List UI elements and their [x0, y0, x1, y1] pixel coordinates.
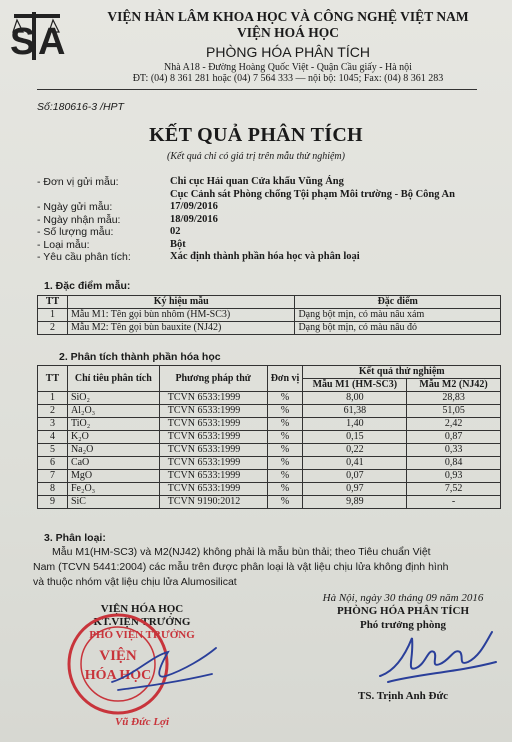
table-row	[38, 483, 501, 496]
cell-method: TCVN 6533:1999	[159, 405, 267, 418]
header-indicator: Chỉ tiêu phân tích	[67, 366, 159, 392]
header-department: PHÒNG HÓA PHÂN TÍCH	[206, 44, 370, 60]
info-row	[37, 201, 497, 214]
on-behalf-of: KT.VIỆN TRƯỞNG	[93, 616, 191, 628]
table-row	[38, 431, 501, 444]
cell-m1: 0,07	[303, 470, 407, 483]
sta-logo-icon	[8, 10, 68, 64]
info-value: Chi cục Hải quan Cửa khẩu Vũng Áng	[170, 176, 344, 187]
handwritten-signature-icon	[368, 618, 500, 690]
cell-unit: %	[267, 496, 303, 509]
chemical-analysis-table	[37, 365, 501, 509]
info-value: Xác định thành phần hóa học và phân loại	[170, 251, 360, 262]
info-row	[37, 189, 497, 202]
cell-m2: 0,33	[407, 444, 501, 457]
cell-m1: 9,89	[303, 496, 407, 509]
cell-method: TCVN 6533:1999	[159, 470, 267, 483]
cell-method: TCVN 6533:1999	[159, 392, 267, 405]
cell-method: TCVN 6533:1999	[159, 418, 267, 431]
cell-tt: 1	[38, 392, 68, 405]
table-row	[38, 470, 501, 483]
cell-method: TCVN 6533:1999	[159, 444, 267, 457]
table-row	[38, 444, 501, 457]
stamp-line2: HÓA HỌC	[84, 668, 152, 683]
cell-m1: 1,40	[303, 418, 407, 431]
table-row	[38, 405, 501, 418]
deputy-director-title: PHÓ VIỆN TRƯỞNG	[89, 629, 195, 641]
header-tt: TT	[38, 366, 68, 392]
cell-m2: 7,52	[407, 483, 501, 496]
classification-text	[33, 545, 502, 590]
cell-unit: %	[267, 470, 303, 483]
cell-characteristic: Dạng bột mịn, có màu nâu đỏ	[295, 322, 501, 335]
header-m1: Mẫu M1 (HM-SC3)	[303, 379, 407, 392]
info-value: 18/09/2016	[170, 213, 218, 225]
cell-tt: 9	[38, 496, 68, 509]
cell-tt: 5	[38, 444, 68, 457]
header-unit: Đơn vị	[267, 366, 303, 392]
section2-heading: 2. Phân tích thành phần hóa học	[59, 351, 221, 363]
cell-m1: 0,22	[303, 444, 407, 457]
signer-role: Phó trưởng phòng	[359, 619, 447, 631]
classification-line: và thuộc nhóm vật liệu chịu lửa Alumosilicat	[33, 576, 237, 588]
info-value: Cục Cảnh sát Phòng chống Tội phạm Môi trường - Bộ Công An	[170, 188, 455, 200]
info-value: Bột	[170, 238, 186, 250]
classification-line: Nam (TCVN 5441:2004) các mẫu trên được phân loại là vật liệu chịu lửa không định hình	[33, 561, 449, 573]
cell-method: TCVN 9190:2012	[159, 496, 267, 509]
info-row	[37, 226, 497, 239]
cell-chem: SiO₂	[67, 392, 159, 405]
cell-method: TCVN 6533:1999	[159, 483, 267, 496]
header-sample-code: Ký hiệu mẫu	[67, 296, 294, 309]
section3-heading: 3. Phân loại:	[44, 532, 106, 544]
header-m2: Mẫu M2 (NJ42)	[407, 379, 501, 392]
cell-m1: 0,15	[303, 431, 407, 444]
cell-chem: Na₂O	[67, 444, 159, 457]
info-label: - Yêu cầu phân tích:	[37, 251, 131, 263]
cell-unit: %	[267, 457, 303, 470]
deputy-name: Vũ Đức Lợi	[114, 716, 170, 728]
header-institute: VIỆN HOÁ HỌC	[236, 25, 339, 40]
report-subtitle: (Kết quả chỉ có giá trị trên mẫu thử nghiệm)	[167, 151, 345, 162]
signer-name: TS. Trịnh Anh Đức	[358, 690, 448, 702]
cell-tt: 7	[38, 470, 68, 483]
cell-tt: 2	[38, 322, 68, 335]
info-value: 02	[170, 226, 181, 237]
cell-unit: %	[267, 444, 303, 457]
info-value: 17/09/2016	[170, 201, 218, 212]
info-label: - Loại mẫu:	[37, 238, 90, 251]
table-row	[38, 322, 501, 335]
cell-unit: %	[267, 483, 303, 496]
cell-sample: Mẫu M2: Tên gọi bùn bauxite (NJ42)	[67, 322, 294, 335]
cell-unit: %	[267, 405, 303, 418]
cell-m2: 28,83	[407, 392, 501, 405]
cell-unit: %	[267, 418, 303, 431]
table-row	[38, 457, 501, 470]
cell-m2: 0,84	[407, 457, 501, 470]
info-row	[37, 239, 497, 252]
info-row	[37, 214, 497, 227]
sample-characteristics-table	[37, 295, 501, 335]
header-academy: VIỆN HÀN LÂM KHOA HỌC VÀ CÔNG NGHỆ VIỆT NAM	[107, 9, 469, 24]
info-label: - Số lượng mẫu:	[37, 226, 114, 238]
cell-m2: 0,93	[407, 470, 501, 483]
cell-method: TCVN 6533:1999	[159, 457, 267, 470]
cell-m1: 0,97	[303, 483, 407, 496]
table-row	[38, 496, 501, 509]
svg-text:S: S	[10, 21, 36, 63]
header-address: Nhà A18 - Đường Hoàng Quốc Việt - Quận Cầu giấy - Hà nội	[164, 62, 412, 73]
cell-tt: 3	[38, 418, 68, 431]
header-phones: ĐT: (04) 8 361 281 hoặc (04) 7 564 333 — nội bộ: 1045; Fax: (04) 8 361 283	[132, 73, 444, 84]
table-row	[38, 418, 501, 431]
cell-tt: 1	[38, 309, 68, 322]
cell-m2: 51,05	[407, 405, 501, 418]
cell-chem: Fe₂O₃	[67, 483, 159, 496]
header-divider	[37, 89, 477, 90]
cell-tt: 8	[38, 483, 68, 496]
cell-tt: 4	[38, 431, 68, 444]
info-label: - Đơn vị gửi mẫu:	[37, 176, 119, 188]
table-header-row	[38, 296, 501, 309]
deputy-signature-icon	[108, 638, 220, 694]
cell-m2: -	[407, 496, 501, 509]
header-characteristic: Đặc điểm	[295, 296, 501, 309]
info-row	[37, 251, 497, 264]
header-tt: TT	[38, 296, 68, 309]
info-row	[37, 176, 497, 189]
institute-name: VIỆN HÓA HỌC	[100, 603, 184, 615]
cell-chem: MgO	[67, 470, 159, 483]
table-row	[38, 309, 501, 322]
cell-m1: 61,38	[303, 405, 407, 418]
cell-chem: SiC	[67, 496, 159, 509]
cell-chem: CaO	[67, 457, 159, 470]
cell-chem: Al₂O₃	[67, 405, 159, 418]
section1-heading: 1. Đặc điểm mẫu:	[44, 280, 131, 292]
cell-unit: %	[267, 431, 303, 444]
cell-chem: K₂O	[67, 431, 159, 444]
cell-chem: TiO₂	[67, 418, 159, 431]
table-header-row	[38, 366, 501, 379]
cell-tt: 2	[38, 405, 68, 418]
cell-m2: 0,87	[407, 431, 501, 444]
header-method: Phương pháp thử	[159, 366, 267, 392]
table-row	[38, 392, 501, 405]
signer-department: PHÒNG HÓA PHÂN TÍCH	[336, 605, 470, 617]
report-title: KẾT QUẢ PHÂN TÍCH	[149, 124, 363, 146]
cell-sample: Mẫu M1: Tên gọi bùn nhôm (HM-SC3)	[67, 309, 294, 322]
sample-info	[37, 176, 497, 264]
header-result: Kết quả thử nghiệm	[303, 366, 501, 379]
place-date: Hà Nội, ngày 30 tháng 09 năm 2016	[322, 592, 484, 604]
cell-tt: 6	[38, 457, 68, 470]
classification-line: Mẫu M1(HM-SC3) và M2(NJ42) không phải là mẫu bùn thải; theo Tiêu chuẩn Việt	[52, 546, 431, 558]
cell-characteristic: Dạng bột mịn, có màu nâu xám	[295, 309, 501, 322]
info-label: - Ngày nhận mẫu:	[37, 213, 121, 226]
info-label: - Ngày gửi mẫu:	[37, 201, 113, 213]
stamp-line1: VIỆN	[99, 648, 137, 664]
cell-m1: 8,00	[303, 392, 407, 405]
cell-method: TCVN 6533:1999	[159, 431, 267, 444]
svg-text:A: A	[38, 21, 66, 63]
cell-m1: 0,41	[303, 457, 407, 470]
cell-unit: %	[267, 392, 303, 405]
cell-m2: 2,42	[407, 418, 501, 431]
document-number: Số:180616-3 /HPT	[37, 101, 124, 113]
